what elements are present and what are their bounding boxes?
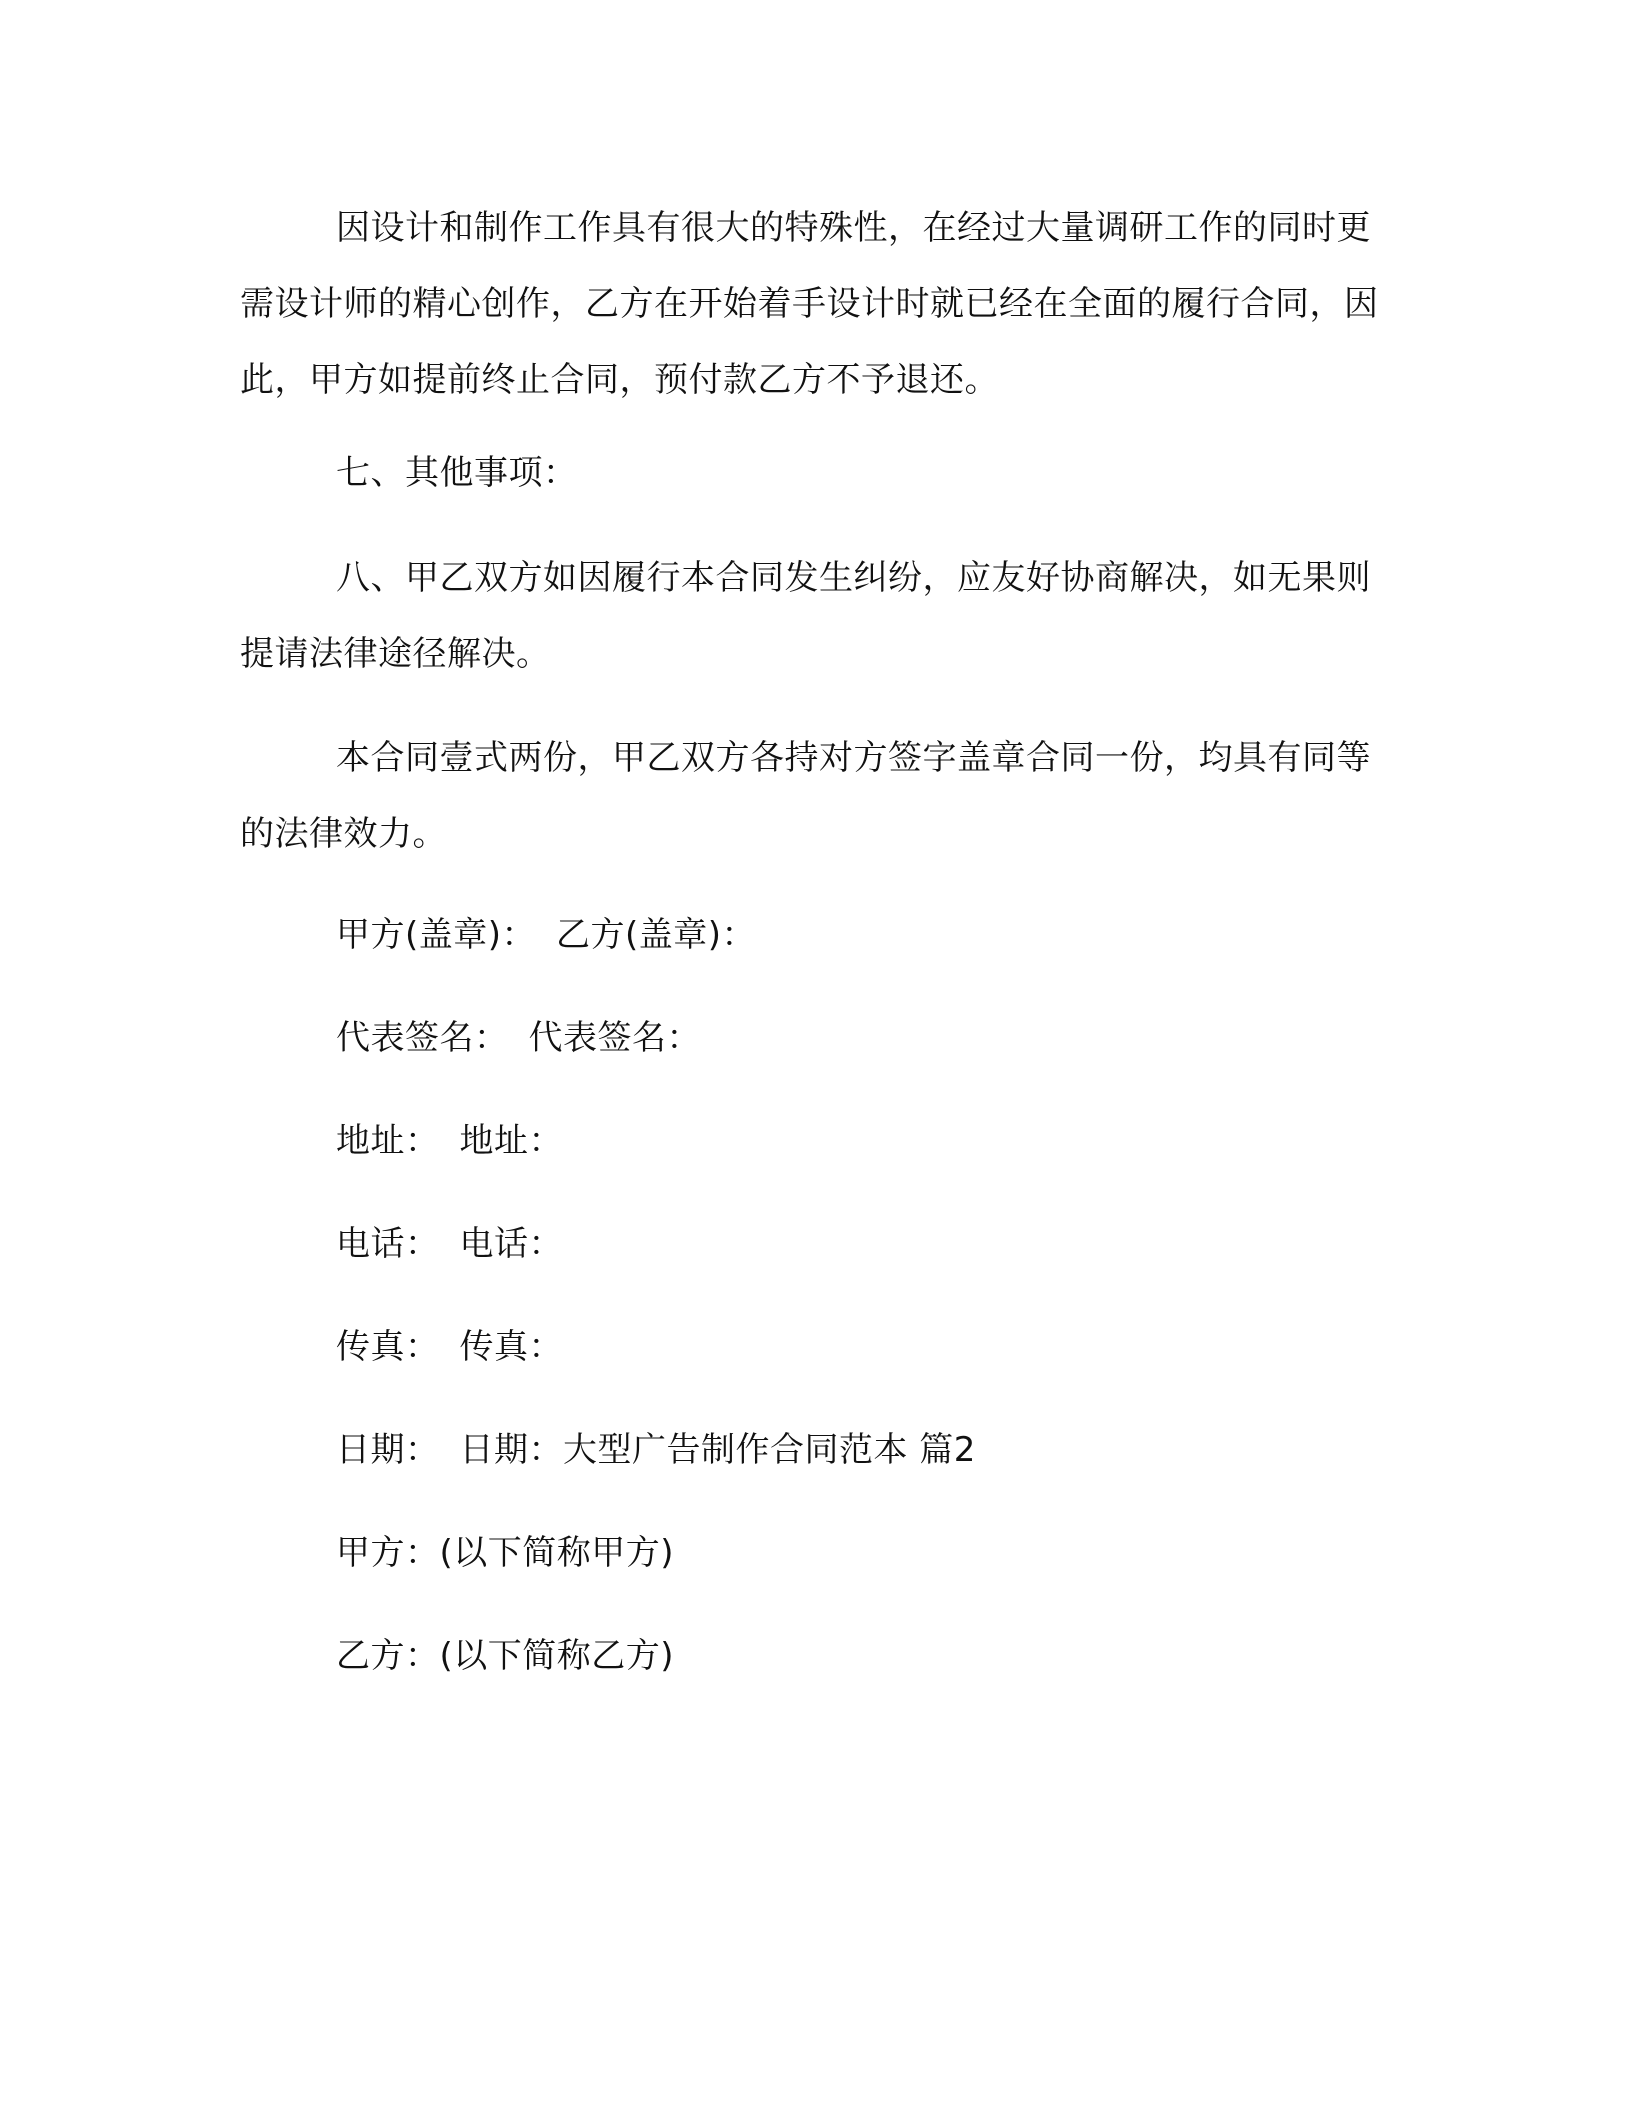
representative-line — [336, 1018, 701, 1058]
address-line — [336, 1121, 563, 1161]
party-a-line — [336, 1533, 674, 1573]
party-b-date-label: 日期： — [459, 1430, 563, 1470]
party-b-representative-label: 代表签名： — [528, 1018, 701, 1058]
paragraph-dispute-resolution: 八、甲乙双方如因履行本合同发生纠纷，应友好协商解决，如无果则提请法律途径解决。 — [240, 558, 1371, 674]
party-a-note: (以下简称甲方) — [439, 1533, 675, 1573]
party-a-label: 甲方： — [336, 1533, 440, 1573]
party-b-line — [336, 1636, 674, 1676]
party-a-phone-label: 电话： — [336, 1224, 440, 1264]
party-b-address-label: 地址： — [459, 1121, 563, 1161]
party-b-label: 乙方： — [336, 1636, 440, 1676]
party-a-representative-label: 代表签名： — [336, 1018, 509, 1058]
paragraph-copies-validity: 本合同壹式两份，甲乙双方各持对方签字盖章合同一份，均具有同等的法律效力。 — [240, 738, 1371, 854]
next-contract-title: 大型广告制作合同范本 篇2 — [563, 1430, 976, 1470]
party-a-address-label: 地址： — [336, 1121, 440, 1161]
party-b-seal-label: 乙方(盖章)： — [556, 915, 757, 955]
party-a-seal-label: 甲方(盖章)： — [336, 915, 537, 955]
paragraph-termination-refund: 因设计和制作工作具有很大的特殊性，在经过大量调研工作的同时更需设计师的精心创作，乙方在开始着手设计时就已经在全面的履行合同，因此，甲方如提前终止合同，预付款乙方不予退还。 — [240, 208, 1379, 400]
party-b-fax-label: 传真： — [459, 1327, 563, 1367]
party-a-fax-label: 传真： — [336, 1327, 440, 1367]
date-line — [336, 1430, 976, 1470]
seal-line — [336, 915, 756, 955]
heading-other-matters: 七、其他事项： — [336, 453, 578, 493]
fax-line — [336, 1327, 563, 1367]
party-b-phone-label: 电话： — [459, 1224, 563, 1264]
phone-line — [336, 1224, 563, 1264]
party-b-note: (以下简称乙方) — [439, 1636, 675, 1676]
party-a-date-label: 日期： — [336, 1430, 440, 1470]
